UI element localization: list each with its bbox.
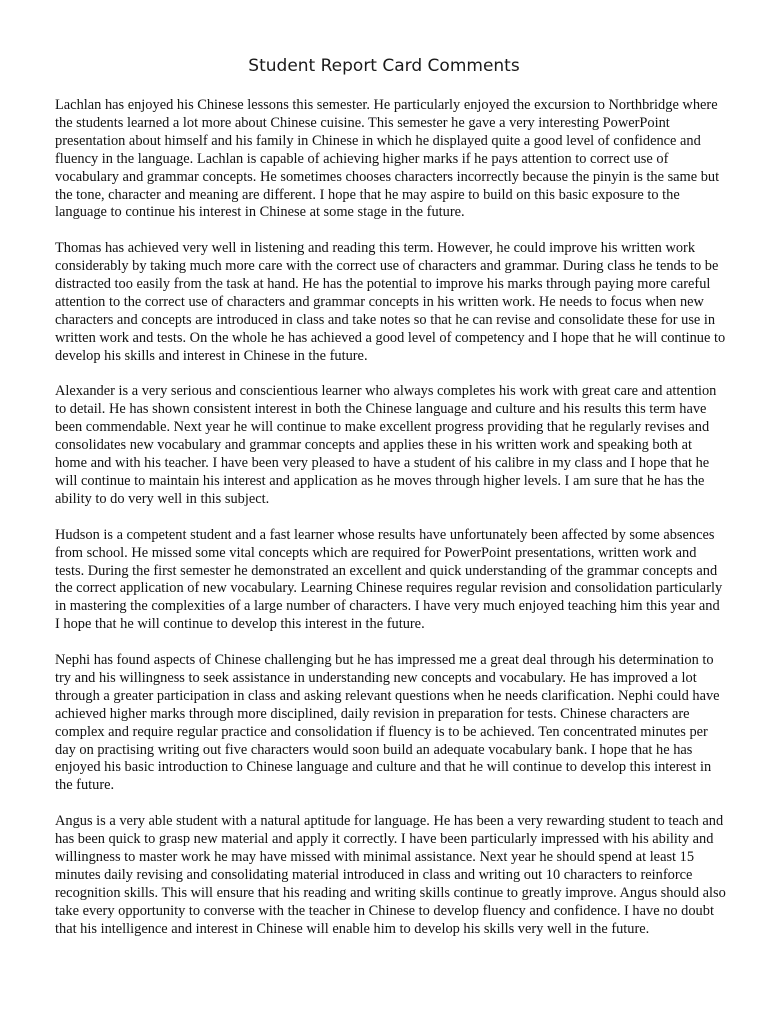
comment-paragraph-hudson: Hudson is a competent student and a fast learner whose results have unfortunately been affected by some absences from school. He missed some vital concepts which are required for PowerPoint presentations, written work and tests. During the first semester he demonstrated an excellent and quick understanding of the grammar concepts and the correct application of new vocabulary. Learning Chinese requires regular revision and consolidation particularly in mastering the complexities of a large number of characters. I have very much enjoyed teaching him this year and I hope that he will continue to develop this interest in the future. xyxy=(55,526,723,633)
comment-paragraph-lachlan: Lachlan has enjoyed his Chinese lessons this semester. He particularly enjoyed the excursion to Northbridge where the students learned a lot more about Chinese cuisine. This semester he gave a very interesting PowerPoint presentation about himself and his family in Chinese in which he displayed quite a good level of confidence and fluency in the language. Lachlan is capable of achieving higher marks if he pays attention to correct use of vocabulary and grammar concepts. He sometimes chooses characters incorrectly because the pinyin is the same but the tone, character and meaning are different. I hope that he may aspire to build on this basic exposure to the language to continue his interest in Chinese at some stage in the future. xyxy=(55,97,720,221)
comment-paragraph-angus: Angus is a very able student with a natural aptitude for language. He has been a very rewarding student to teach and has been quick to grasp new material and apply it correctly. I have been particularly impressed with his ability and willingness to master work he may have missed with minimal assistance. Next year he should spend at least 15 minutes daily revising and consolidating material introduced in class and writing out 10 characters to reinforce recognition skills. This will ensure that his reading and writing skills continue to greatly improve. Angus should also take every opportunity to converse with the teacher in Chinese to develop fluency and confidence. I have no doubt that his intelligence and interest in Chinese will enable him to develop his skills very well in the future. xyxy=(55,813,726,937)
comment-paragraph-nephi: Nephi has found aspects of Chinese challenging but he has impressed me a great deal through his determination to try and his willingness to seek assistance in understanding new concepts and vocabulary. He has improved a lot through a greater participation in class and asking relevant questions when he needs clarification. Nephi could have achieved higher marks through more disciplined, daily revision in preparation for tests. Chinese characters are complex and require regular practice and consolidation if fluency is to be achieved. Ten concentrated minutes per day on practising writing out five characters would soon build an adequate vocabulary bank. I hope that he has enjoyed his basic introduction to Chinese language and culture and that he will continue to develop this interest in the future. xyxy=(55,652,720,794)
comment-paragraph-thomas: Thomas has achieved very well in listening and reading this term. However, he could improve his written work considerably by taking much more care with the correct use of characters and grammar. During class he tends to be distracted too easily from the task at hand. He has the potential to improve his marks through paying more careful attention to the correct use of characters and grammar concepts in his written work. He needs to focus when new characters and concepts are introduced in class and take notes so that he can revise and consolidate these for use in written work and tests. On the whole he has achieved a good level of competency and I hope that he will continue to develop his skills and interest in Chinese in the future. xyxy=(55,240,726,364)
document-body xyxy=(55,97,727,956)
page-title: Student Report Card Comments xyxy=(248,56,520,76)
comment-paragraph-alexander: Alexander is a very serious and conscientious learner who always completes his work with great care and attention to detail. He has shown consistent interest in both the Chinese language and culture and his results this term have been commendable. Next year he will continue to make excellent progress providing that he regularly revises and consolidates new vocabulary and grammar concepts and applies these in his written work and speaking both at home and with his teacher. I have been very pleased to have a student of his calibre in my class and I hope that he will continue to maintain his interest and application as he moves through higher levels. I am sure that he has the ability to do very well in this subject. xyxy=(55,383,717,507)
